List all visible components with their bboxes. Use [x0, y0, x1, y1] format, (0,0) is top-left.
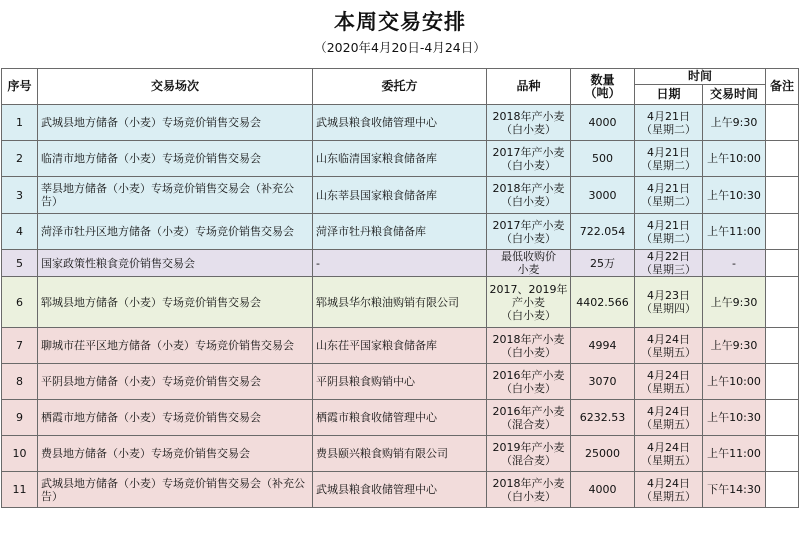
cell-seq: 10	[2, 436, 38, 472]
cell-quantity: 25000	[571, 436, 635, 472]
header-remarks: 备注	[766, 69, 799, 105]
cell-variety: 2018年产小麦 （白小麦）	[487, 177, 571, 214]
cell-quantity: 6232.53	[571, 400, 635, 436]
cell-seq: 7	[2, 328, 38, 364]
cell-consignor: 武城县粮食收储管理中心	[313, 105, 487, 141]
cell-remarks	[766, 105, 799, 141]
cell-remarks	[766, 472, 799, 508]
cell-trade-time: 下午14:30	[703, 472, 766, 508]
cell-date: 4月21日 （星期二）	[635, 177, 703, 214]
cell-venue: 国家政策性粮食竞价销售交易会	[38, 250, 313, 277]
cell-remarks	[766, 214, 799, 250]
cell-variety: 2019年产小麦 （混合麦）	[487, 436, 571, 472]
cell-consignor: 栖霞市粮食收储管理中心	[313, 400, 487, 436]
header-venue: 交易场次	[38, 69, 313, 105]
page-title: 本周交易安排	[334, 10, 466, 34]
cell-date: 4月23日 （星期四）	[635, 277, 703, 328]
table-row	[2, 400, 799, 436]
cell-venue: 费县地方储备（小麦）专场竞价销售交易会	[38, 436, 313, 472]
cell-date: 4月24日 （星期五）	[635, 400, 703, 436]
cell-quantity: 4000	[571, 472, 635, 508]
cell-consignor: -	[313, 250, 487, 277]
table-row	[2, 214, 799, 250]
cell-date: 4月24日 （星期五）	[635, 436, 703, 472]
cell-venue: 聊城市茌平区地方储备（小麦）专场竞价销售交易会	[38, 328, 313, 364]
cell-consignor: 山东临清国家粮食储备库	[313, 141, 487, 177]
cell-seq: 8	[2, 364, 38, 400]
header-trade-time: 交易时间	[703, 85, 766, 105]
cell-remarks	[766, 436, 799, 472]
cell-variety: 2017年产小麦 （白小麦）	[487, 141, 571, 177]
cell-quantity: 500	[571, 141, 635, 177]
cell-date: 4月21日 （星期二）	[635, 214, 703, 250]
cell-variety: 最低收购价 小麦	[487, 250, 571, 277]
cell-quantity: 4402.566	[571, 277, 635, 328]
header-quantity: 数量 （吨）	[571, 69, 635, 105]
cell-quantity: 4000	[571, 105, 635, 141]
table-row	[2, 141, 799, 177]
cell-seq: 6	[2, 277, 38, 328]
header-seq: 序号	[2, 69, 38, 105]
cell-date: 4月24日 （星期五）	[635, 364, 703, 400]
header-consignor: 委托方	[313, 69, 487, 105]
cell-seq: 1	[2, 105, 38, 141]
cell-trade-time: 上午9:30	[703, 105, 766, 141]
cell-trade-time: 上午9:30	[703, 277, 766, 328]
cell-trade-time: 上午10:30	[703, 400, 766, 436]
cell-date: 4月21日 （星期二）	[635, 105, 703, 141]
cell-venue: 平阴县地方储备（小麦）专场竞价销售交易会	[38, 364, 313, 400]
cell-trade-time: 上午9:30	[703, 328, 766, 364]
cell-date: 4月22日 （星期三）	[635, 250, 703, 277]
cell-venue: 临清市地方储备（小麦）专场竞价销售交易会	[38, 141, 313, 177]
cell-trade-time: 上午10:00	[703, 364, 766, 400]
cell-seq: 2	[2, 141, 38, 177]
cell-date: 4月21日 （星期二）	[635, 141, 703, 177]
schedule-table	[1, 68, 799, 508]
cell-trade-time: 上午10:30	[703, 177, 766, 214]
cell-remarks	[766, 250, 799, 277]
cell-seq: 11	[2, 472, 38, 508]
cell-venue: 武城县地方储备（小麦）专场竞价销售交易会	[38, 105, 313, 141]
cell-seq: 4	[2, 214, 38, 250]
cell-variety: 2017年产小麦 （白小麦）	[487, 214, 571, 250]
header-variety: 品种	[487, 69, 571, 105]
cell-date: 4月24日 （星期五）	[635, 328, 703, 364]
cell-date: 4月24日 （星期五）	[635, 472, 703, 508]
cell-quantity: 25万	[571, 250, 635, 277]
cell-quantity: 4994	[571, 328, 635, 364]
cell-remarks	[766, 177, 799, 214]
cell-variety: 2016年产小麦 （白小麦）	[487, 364, 571, 400]
table-row	[2, 364, 799, 400]
cell-consignor: 武城县粮食收储管理中心	[313, 472, 487, 508]
cell-variety: 2018年产小麦 （白小麦）	[487, 105, 571, 141]
table-row	[2, 328, 799, 364]
header-date: 日期	[635, 85, 703, 105]
cell-remarks	[766, 277, 799, 328]
page-subtitle: （2020年4月20日-4月24日）	[314, 40, 486, 55]
table-row	[2, 250, 799, 277]
cell-venue: 栖霞市地方储备（小麦）专场竞价销售交易会	[38, 400, 313, 436]
cell-trade-time: 上午11:00	[703, 214, 766, 250]
cell-variety: 2018年产小麦 （白小麦）	[487, 328, 571, 364]
cell-quantity: 722.054	[571, 214, 635, 250]
table-row	[2, 277, 799, 328]
cell-consignor: 菏泽市牡丹粮食储备库	[313, 214, 487, 250]
table-header	[2, 69, 799, 105]
cell-remarks	[766, 141, 799, 177]
cell-trade-time: 上午10:00	[703, 141, 766, 177]
header-time: 时间	[635, 69, 766, 85]
cell-seq: 9	[2, 400, 38, 436]
cell-consignor: 平阴县粮食购销中心	[313, 364, 487, 400]
cell-seq: 5	[2, 250, 38, 277]
cell-variety: 2016年产小麦 （混合麦）	[487, 400, 571, 436]
table-row	[2, 472, 799, 508]
table-body	[2, 105, 799, 508]
cell-remarks	[766, 328, 799, 364]
cell-trade-time: 上午11:00	[703, 436, 766, 472]
cell-consignor: 费县颐兴粮食购销有限公司	[313, 436, 487, 472]
table-row	[2, 177, 799, 214]
cell-venue: 菏泽市牡丹区地方储备（小麦）专场竞价销售交易会	[38, 214, 313, 250]
cell-quantity: 3000	[571, 177, 635, 214]
cell-venue: 莘县地方储备（小麦）专场竞价销售交易会（补充公告）	[38, 177, 313, 214]
table-row	[2, 436, 799, 472]
cell-remarks	[766, 400, 799, 436]
cell-consignor: 山东莘县国家粮食储备库	[313, 177, 487, 214]
cell-venue: 武城县地方储备（小麦）专场竞价销售交易会（补充公告）	[38, 472, 313, 508]
cell-variety: 2017、2019年 产小麦 （白小麦）	[487, 277, 571, 328]
cell-remarks	[766, 364, 799, 400]
cell-seq: 3	[2, 177, 38, 214]
cell-consignor: 山东茌平国家粮食储备库	[313, 328, 487, 364]
cell-consignor: 郓城县华尔粮油购销有限公司	[313, 277, 487, 328]
cell-quantity: 3070	[571, 364, 635, 400]
table-row	[2, 105, 799, 141]
cell-venue: 郓城县地方储备（小麦）专场竞价销售交易会	[38, 277, 313, 328]
cell-variety: 2018年产小麦 （白小麦）	[487, 472, 571, 508]
cell-trade-time: -	[703, 250, 766, 277]
